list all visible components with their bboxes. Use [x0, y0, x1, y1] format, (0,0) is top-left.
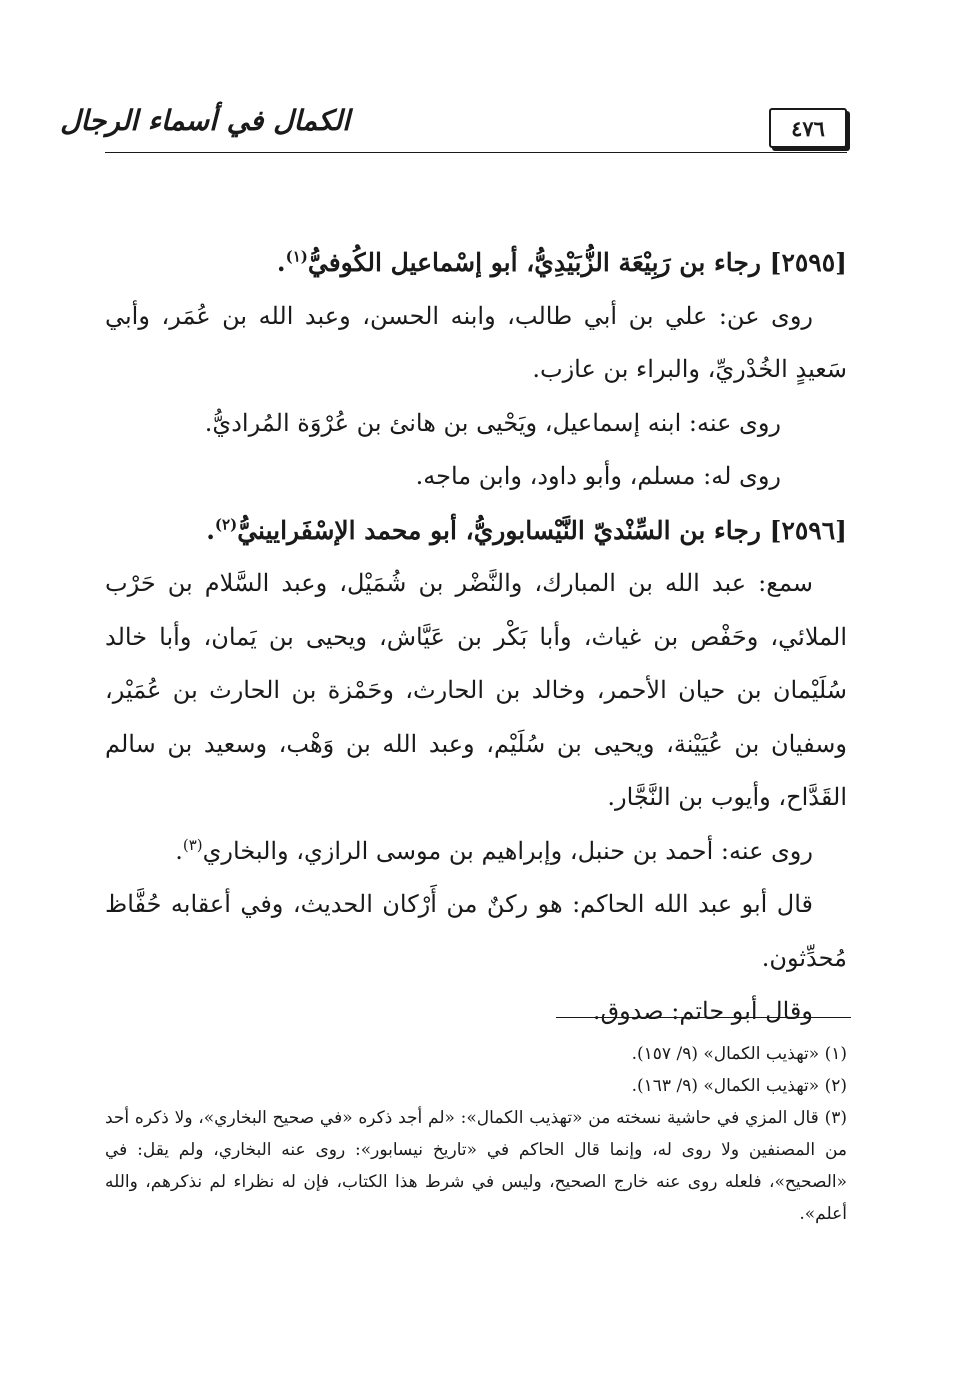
entry-heading-2595 [105, 236, 847, 290]
paragraph-rawa-an: روى عن: علي بن أبي طالب، وابنه الحسن، وعبد الله بن عُمَر، وأبي سَعيدٍ الخُدْريِّ، والبراء بن عازب. [105, 301, 847, 383]
page-header [60, 94, 847, 156]
entry-heading-text: [٢٥٩٥] رجاء بن رَبِيْعَة الزُّبَيْدِيُّ، أبو إسْماعيل الكُوفيُّ [307, 248, 847, 277]
footnote-2 [105, 1070, 847, 1102]
paragraph-rawa-lahu: روى له: مسلم، وأبو داود، وابن ماجه. [415, 462, 781, 490]
entry-heading-text: [٢٥٩٦] رجاء بن السِّنْديّ النَّيْسابوريُّ، أبو محمد الإسْفَرايينيُّ [237, 515, 847, 545]
footnotes [105, 1038, 847, 1230]
entry-heading-2596 [105, 504, 847, 558]
footnote-text: «تهذيب الكمال» (٩/ ١٦٣). [631, 1076, 820, 1096]
footnote-ref: (٣) [182, 835, 203, 854]
paragraph-rawa-anhu-2 [105, 825, 847, 879]
entry-heading-end: . [206, 515, 215, 545]
footnote-ref: (١) [285, 247, 308, 266]
paragraph-end: . [175, 836, 183, 865]
header-divider [105, 152, 847, 153]
footnote-text: قال المزي في حاشية نسخته من «تهذيب الكمال»: «لم أجد ذكره «في صحيح البخاري»، ولا ذكره أحد من المصنفين ولا روى له، وإنما قال الحاكم في «تاريخ نيسابور»: روى عنه البخاري، ولم يقل: في «الصحيح»، فلعله روى عنه خارج الصحيح، وليس في شرط هذا الكتاب، فإن له نظراء لم نذكرهم، والله أعلم». [105, 1108, 847, 1224]
footnote-number: (٣) [824, 1108, 847, 1128]
footnote-3 [105, 1102, 847, 1230]
footnote-number: (١) [824, 1044, 847, 1064]
paragraph-abu-hatim: وقال أبو حاتم: صدوق. [592, 997, 813, 1025]
paragraph-hakim: قال أبو عبد الله الحاكم: هو ركنٌ من أَرْكان الحديث، وفي أعقابه حُفَّاظ مُحدِّثون. [105, 890, 847, 972]
entry-heading-end: . [276, 248, 286, 277]
paragraph-rawa-anhu: روى عنه: ابنه إسماعيل، ويَحْيى بن هانئ بن عُرْوَة المُراديُّ. [204, 408, 781, 437]
footnote-ref: (٢) [214, 515, 238, 534]
main-text [105, 236, 847, 1039]
paragraph-text: روى عنه: أحمد بن حنبل، وإبراهيم بن موسى الرازي، والبخاري [202, 836, 813, 865]
page-number-text: ٤٧٦ [791, 115, 825, 141]
footnote-divider [556, 1017, 851, 1018]
book-title: الكمال في أسماء الرجال [60, 103, 350, 137]
footnote-1 [105, 1038, 847, 1070]
footnote-number: (٢) [824, 1076, 847, 1096]
footnote-text: «تهذيب الكمال» (٩/ ١٥٧). [631, 1044, 820, 1064]
paragraph-sama: سمع: عبد الله بن المبارك، والنَّضْر بن شُمَيْل، وعبد السَّلام بن حَرْب الملائي، وحَفْص بن غياث، وأبا بَكْر بن عَيَّاش، ويحيى بن يَمان، وأبا خالد سُلَيْمان بن حيان الأحمر، وخالد بن الحارث، وحَمْزة بن الحارث بن عُمَيْر، وسفيان بن عُيَيْنة، ويحيى بن سُلَيْم، وعبد الله بن وَهْب، وسعيد بن سالم القَدَّاح، وأيوب بن النَّجَّار. [105, 569, 847, 811]
page-number [769, 108, 847, 148]
